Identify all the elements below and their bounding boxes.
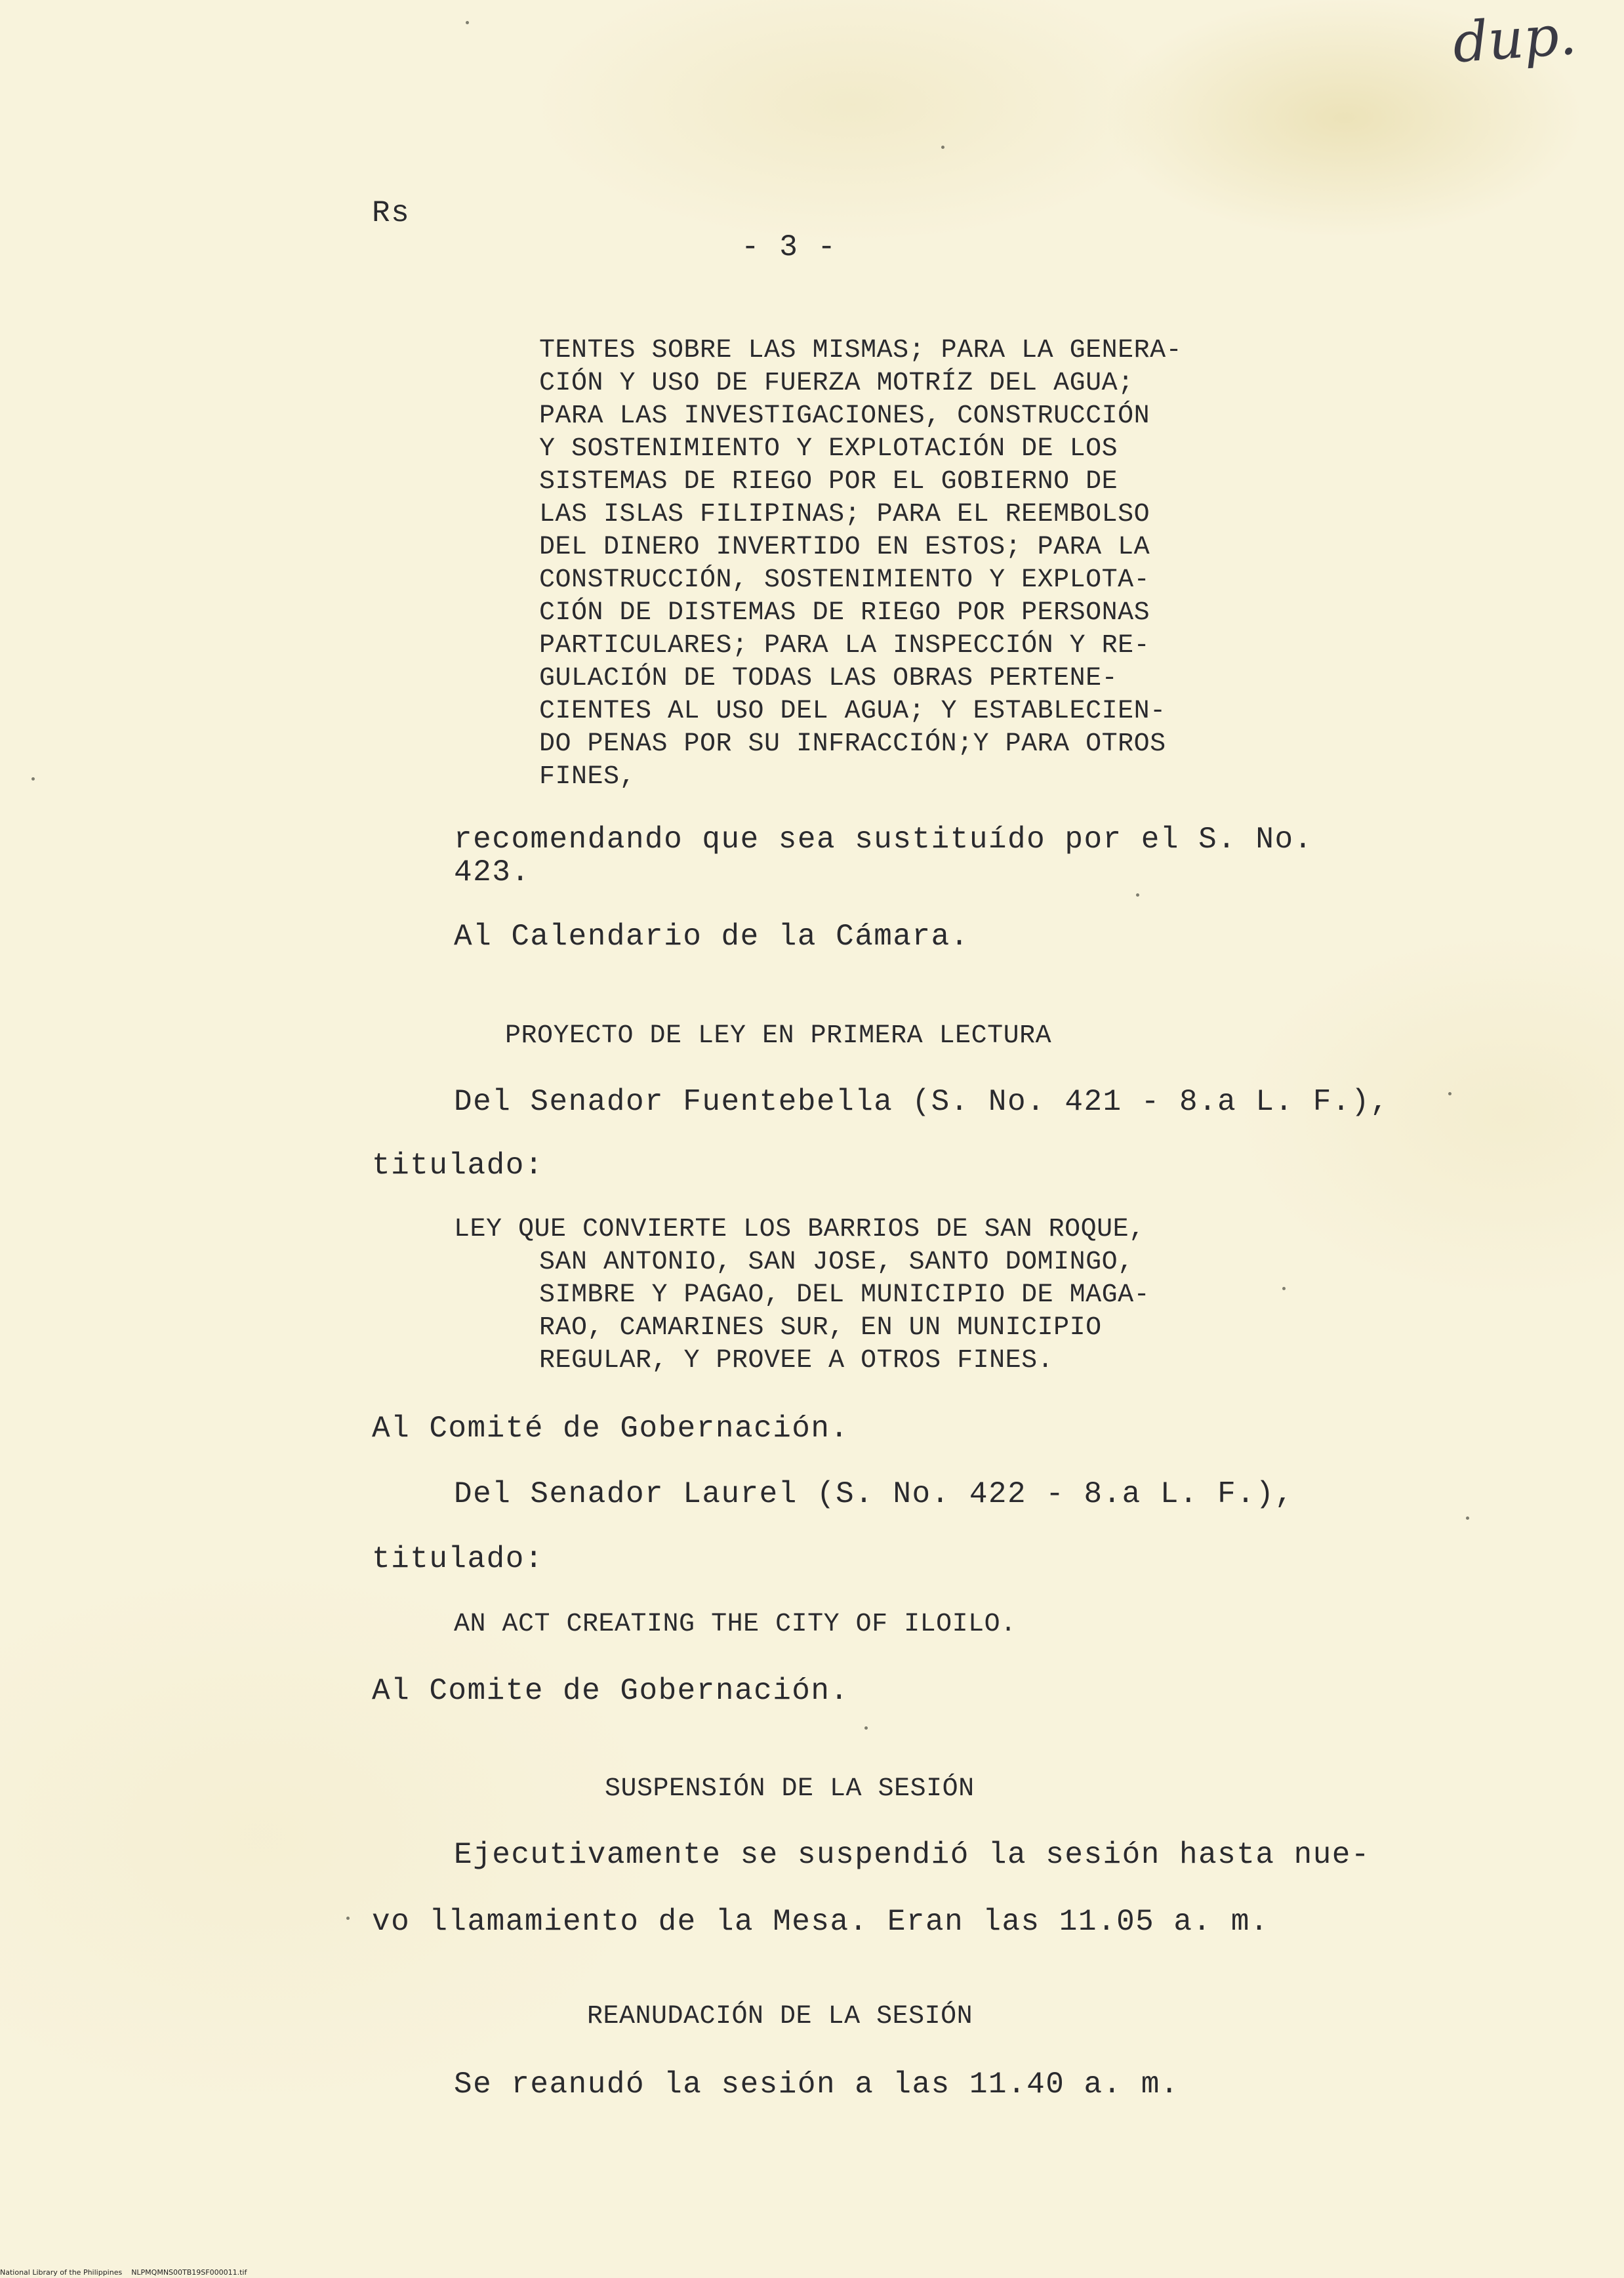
title-line: TENTES SOBRE LAS MISMAS; PARA LA GENERA- xyxy=(539,336,1183,365)
title-line: PARTICULARES; PARA LA INSPECCIÓN Y RE- xyxy=(539,631,1150,661)
paper-speck xyxy=(941,146,944,149)
page-number: - 3 - xyxy=(741,230,837,264)
paper-speck xyxy=(1136,893,1139,897)
title-line: CIENTES AL USO DEL AGUA; Y ESTABLECIEN- xyxy=(539,697,1166,726)
suspension-line: Ejecutivamente se suspendió la sesión hasta nue- xyxy=(454,1838,1371,1872)
title-line: DEL DINERO INVERTIDO EN ESTOS; PARA LA xyxy=(539,533,1150,562)
bill-422-titulado: titulado: xyxy=(372,1542,544,1576)
section-heading-first-reading: PROYECTO DE LEY EN PRIMERA LECTURA xyxy=(505,1021,1052,1051)
suspension-line: vo llamamiento de la Mesa. Eran las 11.05 a. m. xyxy=(372,1905,1269,1939)
recommendation-line: 423. xyxy=(454,855,531,889)
resumption-text: Se reanudó la sesión a las 11.40 a. m. xyxy=(454,2067,1179,2102)
bill-421-title-line: SIMBRE Y PAGAO, DEL MUNICIPIO DE MAGA- xyxy=(539,1280,1150,1310)
bill-421-title-line: REGULAR, Y PROVEE A OTROS FINES. xyxy=(539,1346,1054,1375)
title-line: PARA LAS INVESTIGACIONES, CONSTRUCCIÓN xyxy=(539,401,1150,431)
paper-speck xyxy=(1466,1516,1469,1520)
paper-speck xyxy=(346,1917,350,1920)
resumption-heading: REANUDACIÓN DE LA SESIÓN xyxy=(587,2002,973,2031)
typist-initials: Rs xyxy=(372,196,411,230)
calendar-note: Al Calendario de la Cámara. xyxy=(454,920,969,954)
paper-speck xyxy=(1282,1287,1286,1290)
title-line: GULACIÓN DE TODAS LAS OBRAS PERTENE- xyxy=(539,664,1118,693)
paper-speck xyxy=(864,1726,868,1730)
paper-speck xyxy=(31,777,35,781)
bill-421-title-line: LEY QUE CONVIERTE LOS BARRIOS DE SAN ROQUE, xyxy=(454,1215,1145,1244)
bill-422-referral: Al Comite de Gobernación. xyxy=(372,1674,849,1708)
bill-421-referral: Al Comité de Gobernación. xyxy=(372,1412,849,1446)
bill-422-title: AN ACT CREATING THE CITY OF ILOILO. xyxy=(454,1610,1017,1639)
bill-421-title-line: RAO, CAMARINES SUR, EN UN MUNICIPIO xyxy=(539,1313,1102,1343)
title-line: Y SOSTENIMIENTO Y EXPLOTACIÓN DE LOS xyxy=(539,434,1118,464)
bill-421-intro: Del Senador Fuentebella (S. No. 421 - 8.a L. F.), xyxy=(454,1085,1390,1119)
bill-421-titulado: titulado: xyxy=(372,1149,544,1183)
paper-speck xyxy=(1448,1092,1451,1095)
title-line: LAS ISLAS FILIPINAS; PARA EL REEMBOLSO xyxy=(539,500,1150,529)
suspension-heading: SUSPENSIÓN DE LA SESIÓN xyxy=(605,1774,975,1804)
handwritten-annotation: dup. xyxy=(1450,2,1579,75)
title-line: SISTEMAS DE RIEGO POR EL GOBIERNO DE xyxy=(539,467,1118,497)
archive-footer: National Library of the Philippines NLPMQMNS00TB19SF000011.tif xyxy=(0,2268,247,2277)
title-line: CONSTRUCCIÓN, SOSTENIMIENTO Y EXPLOTA- xyxy=(539,565,1150,595)
title-line: DO PENAS POR SU INFRACCIÓN;Y PARA OTROS xyxy=(539,729,1166,759)
recommendation-line: recomendando que sea sustituído por el S. No. xyxy=(454,823,1313,857)
paper-speck xyxy=(466,21,469,24)
bill-422-intro: Del Senador Laurel (S. No. 422 - 8.a L. F.), xyxy=(454,1477,1294,1511)
title-line: CIÓN DE DISTEMAS DE RIEGO POR PERSONAS xyxy=(539,598,1150,628)
bill-421-title-line: SAN ANTONIO, SAN JOSE, SANTO DOMINGO, xyxy=(539,1248,1134,1277)
title-line: CIÓN Y USO DE FUERZA MOTRÍZ DEL AGUA; xyxy=(539,369,1134,398)
title-line: FINES, xyxy=(539,762,636,792)
